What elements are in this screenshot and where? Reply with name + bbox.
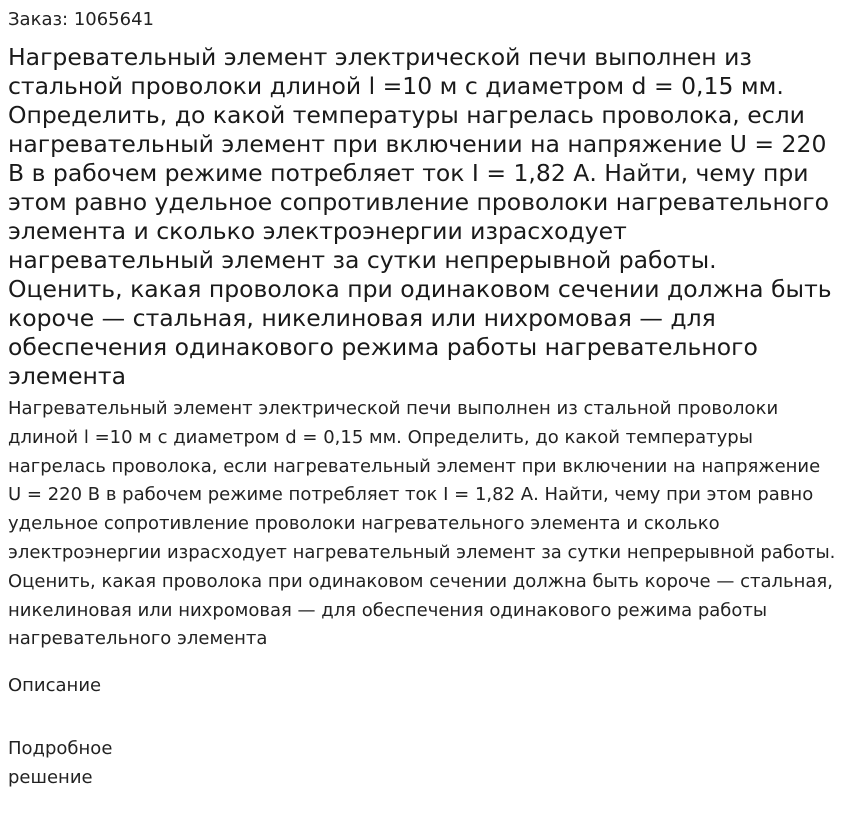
description-label: Описание — [8, 675, 102, 697]
order-number: Заказ: 1065641 — [8, 9, 154, 30]
task-description: Нагревательный элемент электрической печи выполнен из стальной проволоки длиной l =10 м с диаметром d = 0,15 мм. Определить, до какой температуры нагрелась проволока, если нагревательный элемент при включении на напряжение U = 220 В в рабочем режиме потребляет ток I = 1,82 А. Найти, чему при этом равно удельное сопротивление проволоки нагревательного элемента и сколько электроэнергии израсходует нагревательный элемент за сутки непрерывной работы. Оценить, какая проволока при одинаковом сечении должна быть короче — стальная, никелиновая или нихромовая — для обеспечения одинакового режима работы нагревательного элемента — [8, 398, 836, 650]
task-title: Нагревательный элемент электрической печи выполнен из стальной проволоки длиной l =10 м с диаметром d = 0,15 мм. Определить, до какой температуры нагрелась проволока, если нагревательный элемент при включении на напряжение U = 220 В в рабочем режиме потребляет ток I = 1,82 А. Найти, чему при этом равно удельное сопротивление проволоки нагревательного элемента и сколько электроэнергии израсходует нагревательный элемент за сутки непрерывной работы. Оценить, какая проволока при одинаковом сечении должна быть короче — стальная, никелиновая или нихромовая — для обеспечения одинакового режима работы нагревательного элемента — [8, 43, 832, 390]
detailed-solution-label: Подробное решение — [8, 738, 113, 789]
